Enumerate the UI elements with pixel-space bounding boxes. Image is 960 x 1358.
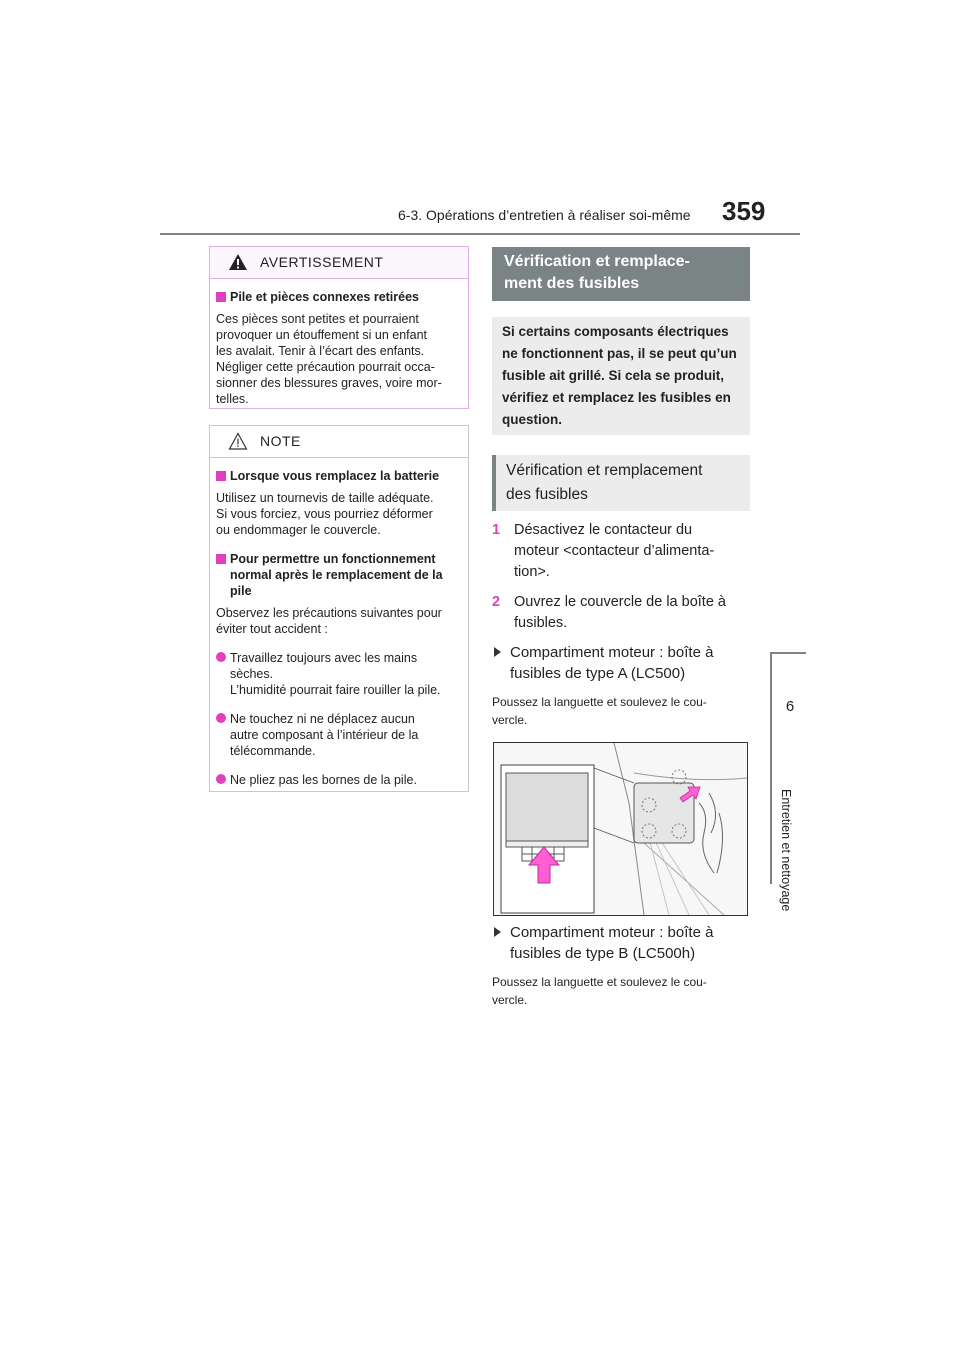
note-heading-1: Lorsque vous remplacez la batterie: [216, 468, 462, 484]
step-number: 1: [492, 522, 501, 538]
round-bullet-icon: [216, 713, 226, 723]
warning-box-header: [210, 247, 468, 279]
chapter-label: Entretien et nettoyage: [779, 789, 793, 912]
warning-box: [209, 246, 469, 409]
section-title: Vérification et remplace- ment des fusibles: [492, 247, 750, 301]
note-bullet-2: Ne touchez ni ne déplacez aucun autre composant à l’intérieur de la télécommande.: [216, 711, 462, 759]
triangle-bullet-icon: [494, 647, 501, 657]
warning-text: Ces pièces sont petites et pourraient provoquer un étouffement si un enfant les avalait. Tenir à l’écart des enfants. Négliger cette précaution pourrait occa- sionner des blessures graves, voire mor- telles.: [216, 312, 442, 406]
step-number: 2: [492, 594, 501, 610]
round-bullet-icon: [216, 652, 226, 662]
note-para-2: Observez les précautions suivantes pour éviter tout accident :: [216, 606, 442, 636]
note-para-1: Utilisez un tournevis de taille adéquate. Si vous forciez, vous pourriez déformer ou endommager le couvercle.: [216, 491, 434, 537]
desc-type-b: Poussez la languette et soulevez le cou- vercle.: [492, 975, 707, 1007]
running-header-section: 6-3. Opérations d’entretien à réaliser soi-même: [398, 207, 691, 223]
chapter-tab-rule: [770, 652, 806, 654]
item-fuse-box-type-b: Compartiment moteur : boîte à fusibles de type B (LC500h): [494, 922, 752, 964]
step-1: 1 Désactivez le contacteur du moteur <contacteur d’alimenta- tion>.: [492, 522, 715, 580]
note-bullet-3: Ne pliez pas les bornes de la pile.: [216, 772, 462, 788]
note-heading-2: Pour permettre un fonctionnement normal après le remplacement de la pile: [216, 551, 462, 599]
warning-heading: Pile et pièces connexes retirées: [216, 289, 462, 305]
warning-box-title: AVERTISSEMENT: [260, 254, 384, 270]
header-rule: [160, 233, 800, 235]
round-bullet-icon: [216, 774, 226, 784]
page-number: 359: [722, 196, 766, 226]
caution-triangle-icon: [228, 432, 248, 455]
square-bullet-icon: [216, 292, 226, 302]
warning-triangle-icon: [228, 253, 248, 276]
step-2: 2 Ouvrez le couvercle de la boîte à fusibles.: [492, 594, 726, 631]
subsection-title: Vérification et remplacement des fusibles: [492, 455, 750, 511]
square-bullet-icon: [216, 471, 226, 481]
square-bullet-icon: [216, 554, 226, 564]
desc-type-a: Poussez la languette et soulevez le cou- vercle.: [492, 695, 707, 727]
chapter-number: 6: [785, 698, 795, 715]
triangle-bullet-icon: [494, 927, 501, 937]
note-box-header: [210, 426, 468, 458]
note-bullet-1: Travaillez toujours avec les mains sèches. L’humidité pourrait faire rouiller la pile.: [216, 650, 462, 698]
note-box: [209, 425, 469, 792]
note-box-title: NOTE: [260, 433, 301, 449]
intro-text: Si certains composants électriques ne fonctionnent pas, il se peut qu’un fusible ait grillé. Si cela se produit, vérifiez et remplacez les fusibles en question.: [492, 317, 750, 435]
item-fuse-box-type-a: Compartiment moteur : boîte à fusibles de type A (LC500): [494, 642, 752, 684]
fuse-box-illustration: [493, 742, 748, 916]
